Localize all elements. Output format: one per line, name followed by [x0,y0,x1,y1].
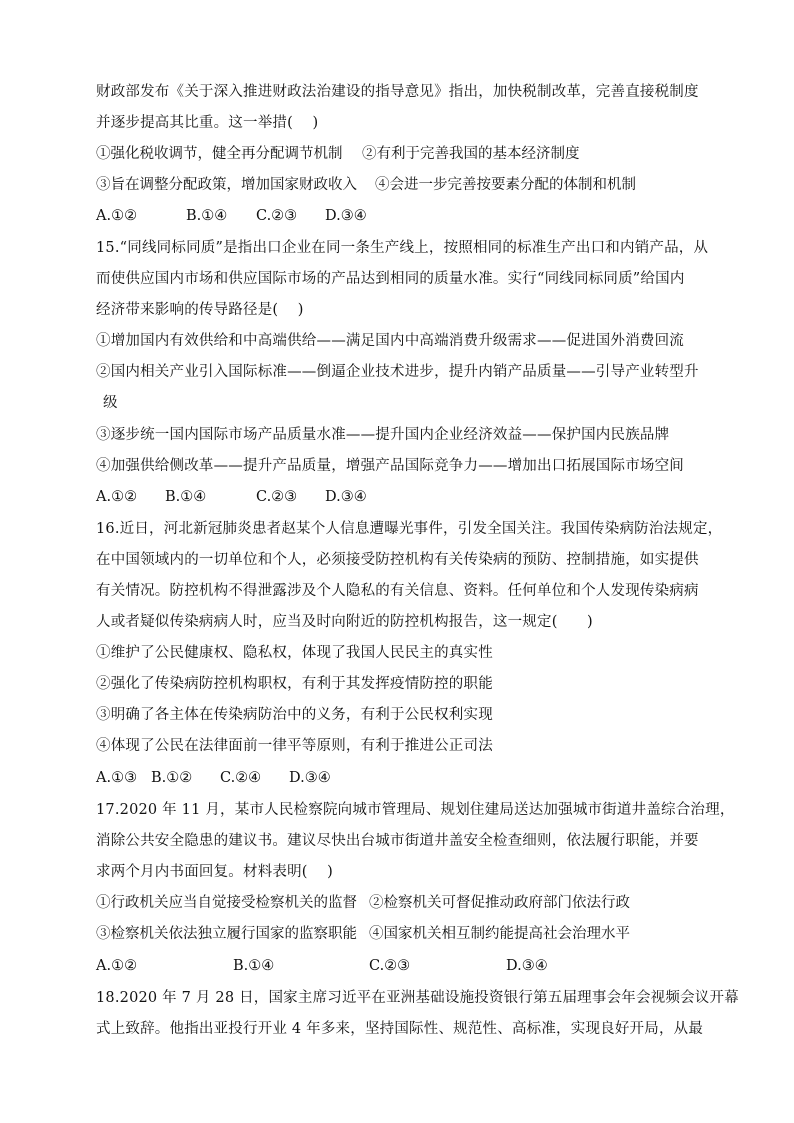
q16-option-1: ①维护了公民健康权、隐私权，体现了我国人民民主的真实性 [96,645,493,661]
q14-choice-a: A.①② [96,208,138,224]
q17-option-2: ②检察机关可督促推动政府部门依法行政 [369,895,630,911]
q16-choice-d: D.③④ [289,770,331,786]
q17-choice-d: D.③④ [506,958,548,974]
q16-stem-line-3: 有关情况。防控机构不得泄露涉及个人隐私的有关信息、资料。任何单位和个人发现传染病病 [96,583,699,599]
q14-option-4: ④会进一步完善按要素分配的体制和机制 [375,177,636,193]
q17-option-3: ③检察机关依法独立履行国家的监察职能 [96,926,357,942]
q15-option-2-line-1: ②国内相关产业引入国际标准——倒逼企业技术进步，提升内销产品质量——引导产业转型升 [96,364,699,380]
q18-stem-line-1: 18.2020 年 7 月 28 日，国家主席习近平在亚洲基础设施投资银行第五届理事会年会视频会议开幕 [96,990,739,1006]
q15-choice-c: C.②③ [256,489,298,505]
q15-choice-b: B.①④ [165,489,207,505]
q16-stem-line-1: 16.近日，河北新冠肺炎患者赵某个人信息遭曝光事件，引发全国关注。我国传染病防治法规定， [96,521,723,537]
q15-option-2-line-2: 级 [103,395,118,411]
q16-stem-line-4: 人或者疑似传染病病人时，应当及时向附近的防控机构报告，这一规定( ) [96,614,593,630]
q16-option-3: ③明确了各主体在传染病防治中的义务，有利于公民权利实现 [96,707,493,723]
q17-choice-c: C.②③ [369,958,411,974]
q17-choice-b: B.①④ [233,958,275,974]
q15-option-3: ③逐步统一国内国际市场产品质量水准——提升国内企业经济效益——保护国内民族品牌 [96,427,670,443]
q14-option-1: ①强化税收调节，健全再分配调节机制 [96,146,343,162]
q15-option-1: ①增加国内有效供给和中高端供给——满足国内中高端消费升级需求——促进国外消费回流 [96,333,684,349]
q14-stem-line-1: 财政部发布《关于深入推进财政法治建设的指导意见》指出，加快税制改革，完善直接税制度 [96,84,699,100]
q18-stem-line-2: 式上致辞。他指出亚投行开业 4 年多来，坚持国际性、规范性、高标准，实现良好开局，从最 [96,1021,704,1037]
q15-stem-line-2: 而使供应国内市场和供应国际市场的产品达到相同的质量水准。实行“同线同标同质”给国内 [96,271,685,287]
q15-choice-a: A.①② [96,489,138,505]
q15-option-4: ④加强供给侧改革——提升产品质量，增强产品国际竞争力——增加出口拓展国际市场空间 [96,458,684,474]
q14-choice-b: B.①④ [186,208,228,224]
q17-option-1: ①行政机关应当自觉接受检察机关的监督 [96,895,357,911]
q17-option-4: ④国家机关相互制约能提高社会治理水平 [369,926,630,942]
q15-stem-line-1: 15.“同线同标同质”是指出口企业在同一条生产线上，按照相同的标准生产出口和内销产品，从 [96,240,709,256]
q16-option-2: ②强化了传染病防控机构职权，有利于其发挥疫情防控的职能 [96,676,493,692]
q17-stem-line-3: 求两个月内书面回复。材料表明( ) [96,864,334,880]
q14-choice-d: D.③④ [325,208,367,224]
q17-choice-a: A.①② [96,958,138,974]
q14-option-2: ②有利于完善我国的基本经济制度 [362,146,580,162]
q17-stem-line-2: 消除公共安全隐患的建议书。建议尽快出台城市街道井盖安全检查细则，依法履行职能，并要 [96,833,699,849]
q16-choice-b: B.①② [151,770,193,786]
q16-option-4: ④体现了公民在法律面前一律平等原则，有利于推进公正司法 [96,738,493,754]
q14-stem-line-2: 并逐步提高其比重。这一举措( ) [96,115,319,131]
q14-option-3: ③旨在调整分配政策，增加国家财政收入 [96,177,357,193]
q14-choice-c: C.②③ [256,208,298,224]
q16-choice-a: A.①③ [96,770,138,786]
q15-choice-d: D.③④ [325,489,367,505]
q16-choice-c: C.②④ [220,770,262,786]
q16-stem-line-2: 在中国领域内的一切单位和个人，必须接受防控机构有关传染病的预防、控制措施，如实提供 [96,552,699,568]
q17-stem-line-1: 17.2020 年 11 月，某市人民检察院向城市管理局、规划住建局送达加强城市街道井盖综合治理， [96,802,735,818]
q15-stem-line-3: 经济带来影响的传导路径是( ) [96,302,304,318]
